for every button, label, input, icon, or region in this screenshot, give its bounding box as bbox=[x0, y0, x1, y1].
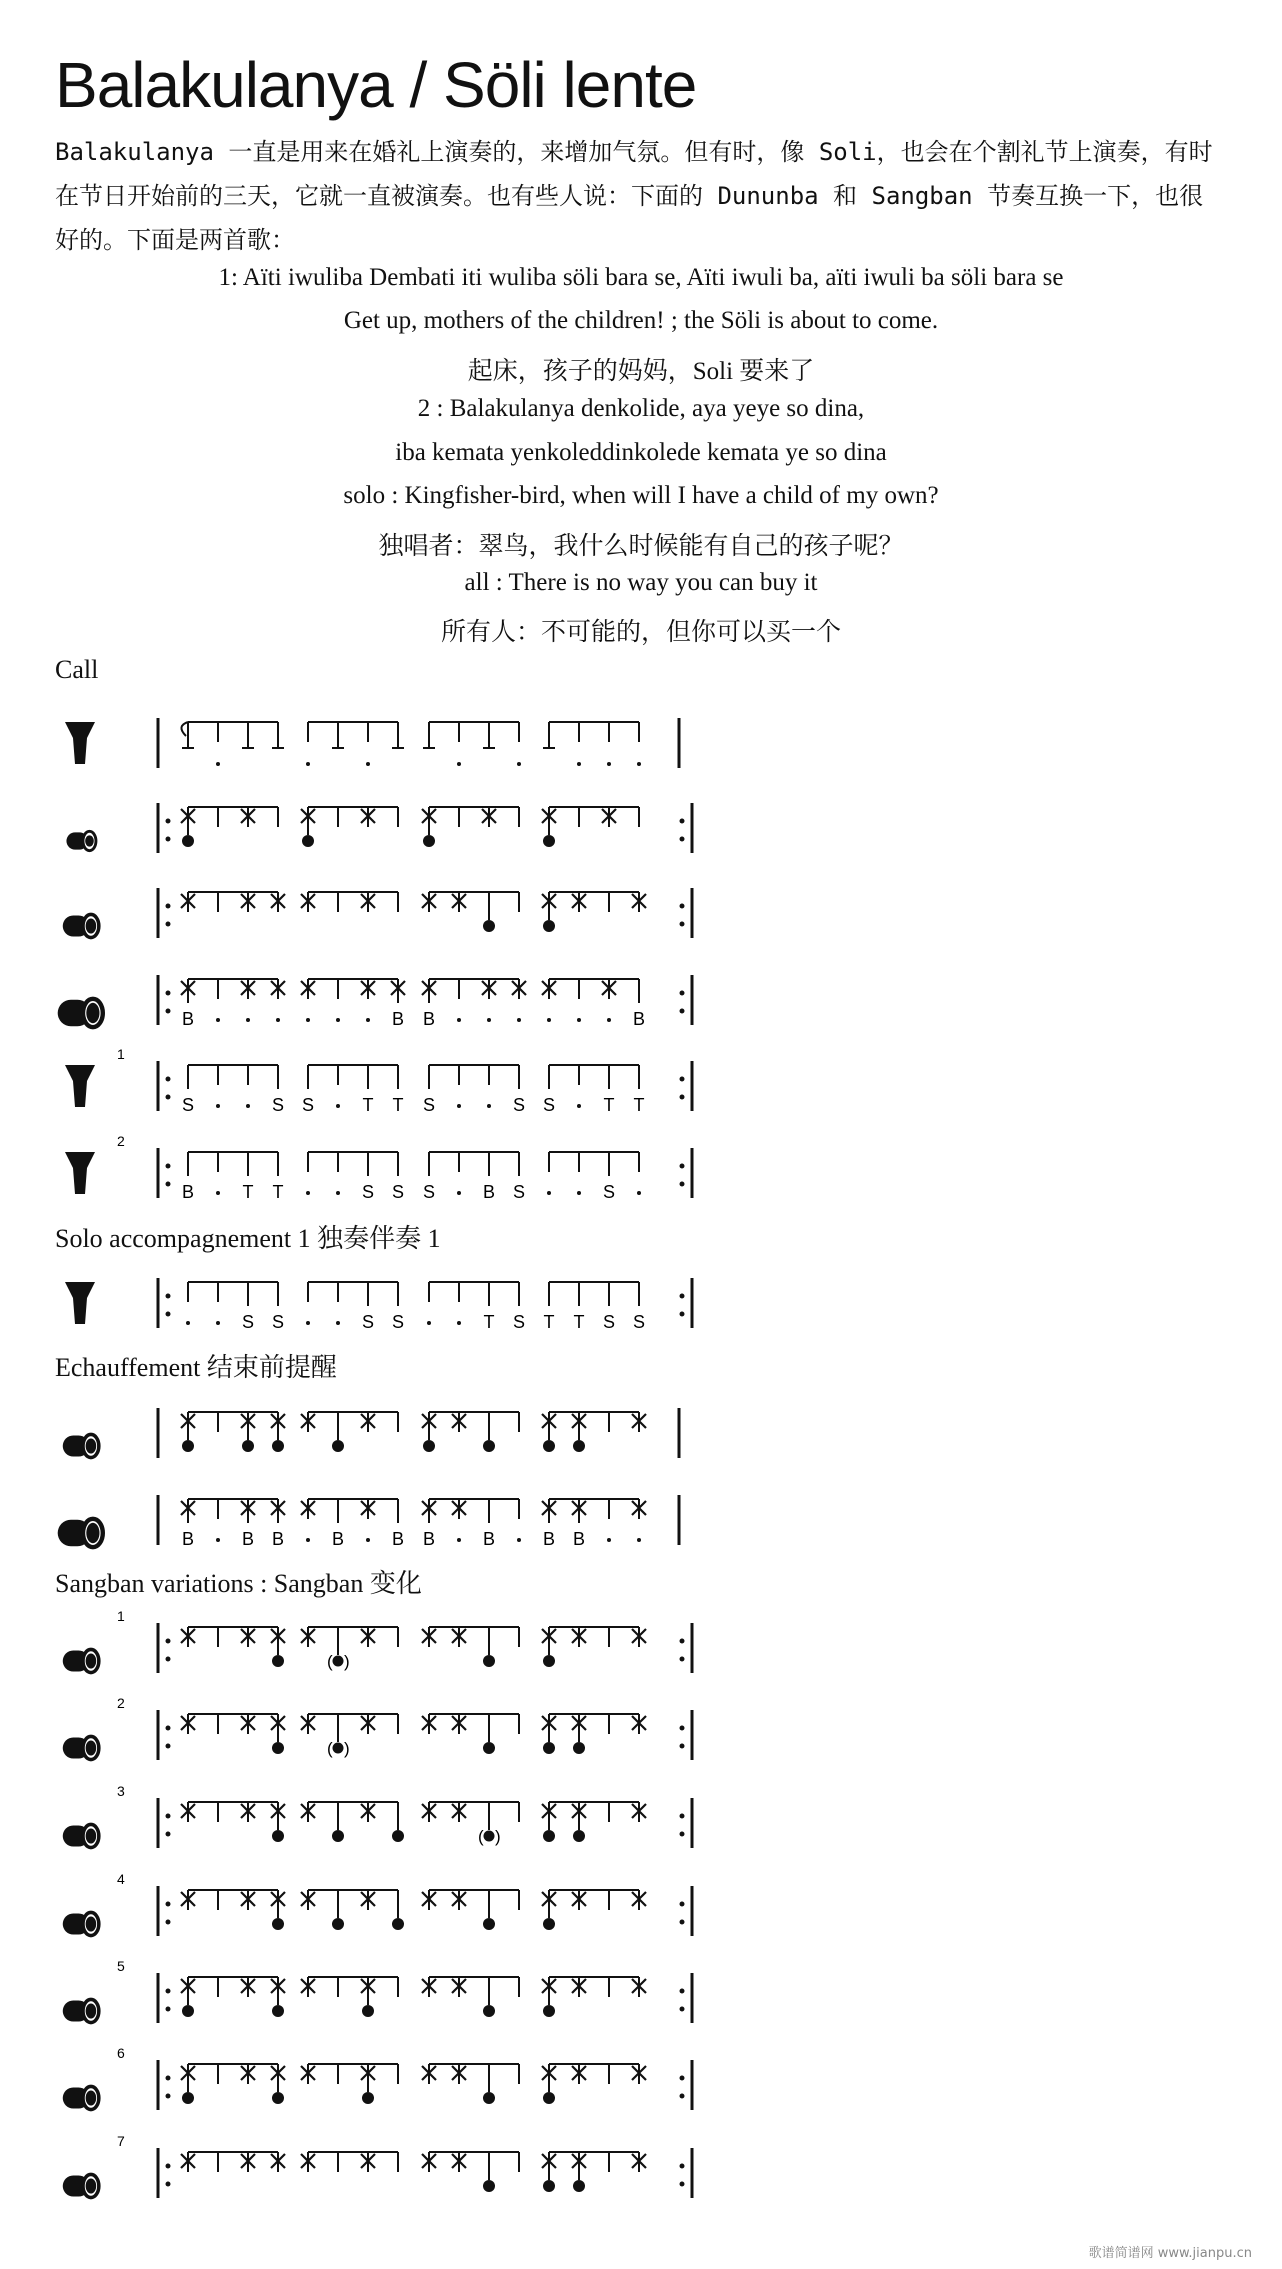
sangban-icon bbox=[63, 1999, 99, 2022]
rest-dot bbox=[607, 1538, 611, 1542]
bell-dot bbox=[182, 1440, 194, 1452]
bell-dot bbox=[543, 1830, 555, 1842]
bell-dot bbox=[483, 1918, 495, 1930]
bell-dot bbox=[543, 835, 555, 847]
bell-dot bbox=[543, 920, 555, 932]
repeat-dot bbox=[680, 819, 685, 824]
rest-dot bbox=[457, 762, 461, 766]
rest-dot bbox=[306, 762, 310, 766]
repeat-dot bbox=[166, 1639, 171, 1644]
bell-dot bbox=[543, 2005, 555, 2017]
bell-dot bbox=[182, 2005, 194, 2017]
rest-dot bbox=[186, 1321, 190, 1325]
bell-dot bbox=[272, 2005, 284, 2017]
bell-dot bbox=[483, 2005, 495, 2017]
bell-dot bbox=[242, 1440, 254, 1452]
rest-dot bbox=[607, 762, 611, 766]
bell-dot bbox=[272, 1742, 284, 1754]
rhythm-row bbox=[55, 957, 755, 1037]
repeat-dot bbox=[166, 904, 171, 909]
sangban-icon bbox=[63, 1824, 99, 1847]
bell-dot bbox=[332, 1440, 344, 1452]
song-line: 起床，孩子的妈妈，Soli 要来了 bbox=[467, 358, 815, 385]
rest-dot bbox=[517, 1538, 521, 1542]
rest-dot bbox=[336, 1018, 340, 1022]
stroke-label: B bbox=[482, 1529, 496, 1549]
rhythm-row bbox=[55, 1477, 755, 1557]
rest-dot bbox=[306, 1321, 310, 1325]
stroke-label: B bbox=[391, 1529, 405, 1549]
repeat-dot bbox=[166, 1989, 171, 1994]
paren: ) bbox=[344, 1652, 350, 1671]
sangban-icon bbox=[63, 1912, 99, 1935]
song-line: 独唱者：翠鸟，我什么时候能有自己的孩子呢？ bbox=[378, 533, 904, 560]
bell-dot bbox=[543, 2092, 555, 2104]
bell-dot bbox=[362, 2092, 374, 2104]
rest-dot bbox=[306, 1018, 310, 1022]
rest-dot bbox=[607, 1018, 611, 1022]
bell-dot bbox=[272, 1655, 284, 1667]
bell-dot bbox=[302, 835, 314, 847]
stroke-label: T bbox=[633, 1095, 645, 1115]
repeat-dot bbox=[680, 991, 685, 996]
rest-dot bbox=[336, 1191, 340, 1195]
stroke-label: B bbox=[181, 1529, 195, 1549]
rhythm-row bbox=[55, 700, 755, 780]
rhythm-row bbox=[55, 2130, 755, 2210]
repeat-dot bbox=[680, 837, 685, 842]
bell-dot bbox=[573, 1830, 585, 1842]
dununba-icon bbox=[58, 999, 103, 1027]
stroke-label: T bbox=[272, 1182, 284, 1202]
repeat-dot bbox=[680, 1182, 685, 1187]
repeat-dot bbox=[166, 1902, 171, 1907]
bell-dot bbox=[573, 2180, 585, 2192]
rest-dot bbox=[427, 1321, 431, 1325]
rest-dot bbox=[637, 762, 641, 766]
bell-dot bbox=[182, 2092, 194, 2104]
bell-dot bbox=[392, 1830, 404, 1842]
sangban-icon bbox=[63, 914, 99, 937]
rest-dot bbox=[577, 1104, 581, 1108]
repeat-dot bbox=[680, 1744, 685, 1749]
dununba-icon bbox=[58, 1519, 103, 1547]
bell-dot bbox=[483, 920, 495, 932]
rest-dot bbox=[457, 1321, 461, 1325]
sangban-icon bbox=[63, 2174, 99, 2197]
stroke-label: B bbox=[331, 1529, 345, 1549]
repeat-dot bbox=[166, 922, 171, 927]
stroke-label: S bbox=[512, 1182, 526, 1202]
rest-dot bbox=[517, 1018, 521, 1022]
rest-dot bbox=[547, 1191, 551, 1195]
rest-dot bbox=[246, 1104, 250, 1108]
repeat-dot bbox=[680, 922, 685, 927]
bell-dot bbox=[543, 1918, 555, 1930]
rest-dot bbox=[306, 1191, 310, 1195]
stroke-label: T bbox=[603, 1095, 615, 1115]
bell-dot bbox=[362, 2005, 374, 2017]
rest-dot bbox=[637, 1538, 641, 1542]
stroke-label: T bbox=[483, 1312, 495, 1332]
variant-number: 6 bbox=[117, 2045, 125, 2061]
djembe-icon bbox=[65, 1282, 95, 1324]
rhythm-row bbox=[55, 1955, 755, 2035]
stroke-label: S bbox=[512, 1095, 526, 1115]
bell-dot bbox=[483, 1440, 495, 1452]
stroke-label: S bbox=[512, 1312, 526, 1332]
stroke-label: S bbox=[271, 1312, 285, 1332]
bell-dot bbox=[272, 2092, 284, 2104]
repeat-dot bbox=[680, 1920, 685, 1925]
rest-dot bbox=[366, 1538, 370, 1542]
repeat-dot bbox=[680, 2164, 685, 2169]
stroke-label: T bbox=[362, 1095, 374, 1115]
repeat-dot bbox=[166, 1077, 171, 1082]
rest-dot bbox=[517, 762, 521, 766]
paren: ( bbox=[478, 1827, 484, 1846]
rest-dot bbox=[336, 1321, 340, 1325]
repeat-dot bbox=[680, 2007, 685, 2012]
rhythm-row bbox=[55, 1780, 755, 1860]
sangban-icon bbox=[63, 1434, 99, 1457]
sangban-icon bbox=[63, 1649, 99, 1672]
bell-dot bbox=[543, 2180, 555, 2192]
rest-dot bbox=[366, 1018, 370, 1022]
djembe-icon bbox=[65, 1065, 95, 1107]
rhythm-row bbox=[55, 1868, 755, 1948]
rest-dot bbox=[276, 1018, 280, 1022]
rhythm-row bbox=[55, 1692, 755, 1772]
bell-dot bbox=[182, 835, 194, 847]
repeat-dot bbox=[166, 819, 171, 824]
song-line: all : There is no way you can buy it bbox=[464, 569, 818, 596]
repeat-dot bbox=[680, 1095, 685, 1100]
rest-dot bbox=[336, 1104, 340, 1108]
stroke-label: S bbox=[422, 1182, 436, 1202]
repeat-dot bbox=[166, 991, 171, 996]
stroke-label: S bbox=[542, 1095, 556, 1115]
stroke-label: S bbox=[301, 1095, 315, 1115]
bell-dot bbox=[423, 835, 435, 847]
bell-dot bbox=[423, 1440, 435, 1452]
rhythm-row bbox=[55, 1390, 755, 1470]
stroke-label: S bbox=[181, 1095, 195, 1115]
rest-dot bbox=[366, 762, 370, 766]
rest-dot bbox=[577, 762, 581, 766]
paren: ( bbox=[327, 1739, 333, 1758]
repeat-dot bbox=[680, 1077, 685, 1082]
stroke-label: T bbox=[392, 1095, 404, 1115]
repeat-dot bbox=[166, 1164, 171, 1169]
repeat-dot bbox=[680, 1009, 685, 1014]
rest-dot bbox=[216, 762, 220, 766]
song-line: Get up, mothers of the children! ; the Söli is about to come. bbox=[343, 307, 939, 334]
section-heading-solo: Solo accompagnement 1 独奏伴奏 1 bbox=[55, 1224, 441, 1253]
stroke-label: S bbox=[271, 1095, 285, 1115]
repeat-dot bbox=[166, 2094, 171, 2099]
bell-dot bbox=[483, 2180, 495, 2192]
repeat-dot bbox=[680, 1639, 685, 1644]
djembe-icon bbox=[65, 722, 95, 764]
repeat-dot bbox=[166, 2076, 171, 2081]
stroke-label: S bbox=[602, 1182, 616, 1202]
stroke-label: S bbox=[602, 1312, 616, 1332]
stroke-label: B bbox=[181, 1009, 195, 1029]
repeat-dot bbox=[166, 1920, 171, 1925]
variant-number: 5 bbox=[117, 1958, 125, 1974]
song-line: solo : Kingfisher-bird, when will I have a child of my own? bbox=[343, 482, 939, 509]
rest-dot bbox=[457, 1104, 461, 1108]
rest-dot bbox=[216, 1191, 220, 1195]
stroke-label: B bbox=[542, 1529, 556, 1549]
repeat-dot bbox=[680, 1164, 685, 1169]
repeat-dot bbox=[166, 1312, 171, 1317]
bell-dot-optional bbox=[484, 1831, 495, 1842]
repeat-dot bbox=[680, 904, 685, 909]
rest-dot bbox=[216, 1321, 220, 1325]
bell-dot bbox=[483, 1655, 495, 1667]
song-line: 1: Aïti iwuliba Dembati iti wuliba söli bara se, Aïti iwuli ba, aïti iwuli ba söli bara se bbox=[218, 264, 1064, 291]
repeat-dot bbox=[166, 2182, 171, 2187]
rest-dot bbox=[547, 1018, 551, 1022]
rhythm-row bbox=[55, 870, 755, 950]
rest-dot bbox=[577, 1018, 581, 1022]
rest-dot bbox=[577, 1191, 581, 1195]
kenkeni-icon bbox=[66, 831, 96, 850]
rest-dot bbox=[487, 1018, 491, 1022]
sangban-icon bbox=[63, 1736, 99, 1759]
repeat-dot bbox=[166, 1832, 171, 1837]
intro-paragraph: Balakulanya 一直是用来在婚礼上演奏的，来增加气氛。但有时，像 Soli，也会在个割礼节上演奏，有时在节日开始前的三天，它就一直被演奏。也有些人说：下面的 Dununba 和 Sangban 节奏互换一下，也很好的。下面是两首歌： bbox=[55, 138, 1213, 254]
repeat-dot bbox=[166, 1744, 171, 1749]
watermark: 歌谱简谱网 www.jianpu.cn bbox=[1088, 2246, 1252, 2261]
variant-number: 1 bbox=[117, 1608, 125, 1624]
repeat-dot bbox=[166, 1726, 171, 1731]
bell-dot bbox=[573, 1440, 585, 1452]
song-line: 2 : Balakulanya denkolide, aya yeye so dina, bbox=[417, 395, 865, 422]
section-heading-variations: Sangban variations : Sangban 变化 bbox=[55, 1569, 422, 1598]
repeat-dot bbox=[166, 1814, 171, 1819]
stroke-label: B bbox=[181, 1182, 195, 1202]
rest-dot bbox=[487, 1104, 491, 1108]
stroke-label: B bbox=[572, 1529, 586, 1549]
rest-dot bbox=[306, 1538, 310, 1542]
stroke-label: B bbox=[422, 1009, 436, 1029]
repeat-dot bbox=[680, 1657, 685, 1662]
variant-number: 1 bbox=[117, 1046, 125, 1062]
rhythm-row bbox=[55, 1605, 755, 1685]
bell-dot bbox=[272, 1918, 284, 1930]
stroke-label: B bbox=[422, 1529, 436, 1549]
repeat-dot bbox=[680, 1902, 685, 1907]
bell-dot bbox=[332, 1830, 344, 1842]
variant-number: 2 bbox=[117, 1695, 125, 1711]
bell-dot bbox=[392, 1918, 404, 1930]
repeat-dot bbox=[680, 2182, 685, 2187]
repeat-dot bbox=[166, 1095, 171, 1100]
stroke-label: S bbox=[391, 1312, 405, 1332]
variant-number: 7 bbox=[117, 2133, 125, 2149]
song-line: iba kemata yenkoleddinkolede kemata ye so dina bbox=[395, 439, 887, 466]
bell-dot bbox=[543, 1742, 555, 1754]
bell-dot bbox=[573, 1742, 585, 1754]
rhythm-row bbox=[55, 1043, 755, 1123]
bell-dot bbox=[483, 1742, 495, 1754]
bell-dot-optional bbox=[333, 1656, 344, 1667]
paren: ) bbox=[495, 1827, 501, 1846]
repeat-dot bbox=[166, 1182, 171, 1187]
stroke-label: S bbox=[632, 1312, 646, 1332]
repeat-dot bbox=[166, 1009, 171, 1014]
stroke-label: S bbox=[422, 1095, 436, 1115]
stroke-label: T bbox=[543, 1312, 555, 1332]
bell-dot-optional bbox=[333, 1743, 344, 1754]
rhythm-row bbox=[55, 1130, 755, 1210]
rest-dot bbox=[246, 1018, 250, 1022]
page-title: Balakulanya / Söli lente bbox=[55, 49, 697, 121]
variant-number: 2 bbox=[117, 1133, 125, 1149]
rest-dot bbox=[216, 1538, 220, 1542]
repeat-dot bbox=[680, 1726, 685, 1731]
section-heading-echauffement: Echauffement 结束前提醒 bbox=[55, 1353, 337, 1382]
rest-dot bbox=[216, 1104, 220, 1108]
repeat-dot bbox=[680, 2076, 685, 2081]
stroke-label: B bbox=[632, 1009, 646, 1029]
stroke-label: B bbox=[271, 1529, 285, 1549]
rest-dot bbox=[637, 1191, 641, 1195]
bell-dot bbox=[272, 1440, 284, 1452]
rest-dot bbox=[457, 1191, 461, 1195]
stroke-label: S bbox=[241, 1312, 255, 1332]
bell-dot bbox=[543, 1440, 555, 1452]
section-heading-call: Call bbox=[55, 655, 99, 684]
repeat-dot bbox=[680, 1312, 685, 1317]
stroke-label: S bbox=[391, 1182, 405, 1202]
stroke-label: T bbox=[573, 1312, 585, 1332]
rhythm-row bbox=[55, 785, 755, 865]
rest-dot bbox=[457, 1538, 461, 1542]
repeat-dot bbox=[680, 2094, 685, 2099]
rest-dot bbox=[216, 1018, 220, 1022]
stroke-label: S bbox=[361, 1182, 375, 1202]
sangban-icon bbox=[63, 2086, 99, 2109]
rhythm-row bbox=[55, 2042, 755, 2122]
repeat-dot bbox=[680, 1989, 685, 1994]
stroke-label: B bbox=[391, 1009, 405, 1029]
bell-dot bbox=[332, 1918, 344, 1930]
variant-number: 4 bbox=[117, 1871, 125, 1887]
song-line: 所有人：不可能的，但你可以买一个 bbox=[440, 619, 841, 646]
paren: ( bbox=[327, 1652, 333, 1671]
stroke-label: B bbox=[241, 1529, 255, 1549]
rest-dot bbox=[457, 1018, 461, 1022]
djembe-icon bbox=[65, 1152, 95, 1194]
bell-dot bbox=[543, 1655, 555, 1667]
repeat-dot bbox=[166, 837, 171, 842]
repeat-dot bbox=[166, 1294, 171, 1299]
repeat-dot bbox=[166, 2007, 171, 2012]
stroke-label: S bbox=[361, 1312, 375, 1332]
bell-dot bbox=[272, 1830, 284, 1842]
repeat-dot bbox=[680, 1814, 685, 1819]
rhythm-row bbox=[55, 1260, 755, 1340]
stroke-label: T bbox=[242, 1182, 254, 1202]
variant-number: 3 bbox=[117, 1783, 125, 1799]
repeat-dot bbox=[166, 1657, 171, 1662]
repeat-dot bbox=[680, 1832, 685, 1837]
repeat-dot bbox=[680, 1294, 685, 1299]
repeat-dot bbox=[166, 2164, 171, 2169]
paren: ) bbox=[344, 1739, 350, 1758]
stroke-label: B bbox=[482, 1182, 496, 1202]
bell-dot bbox=[483, 2092, 495, 2104]
